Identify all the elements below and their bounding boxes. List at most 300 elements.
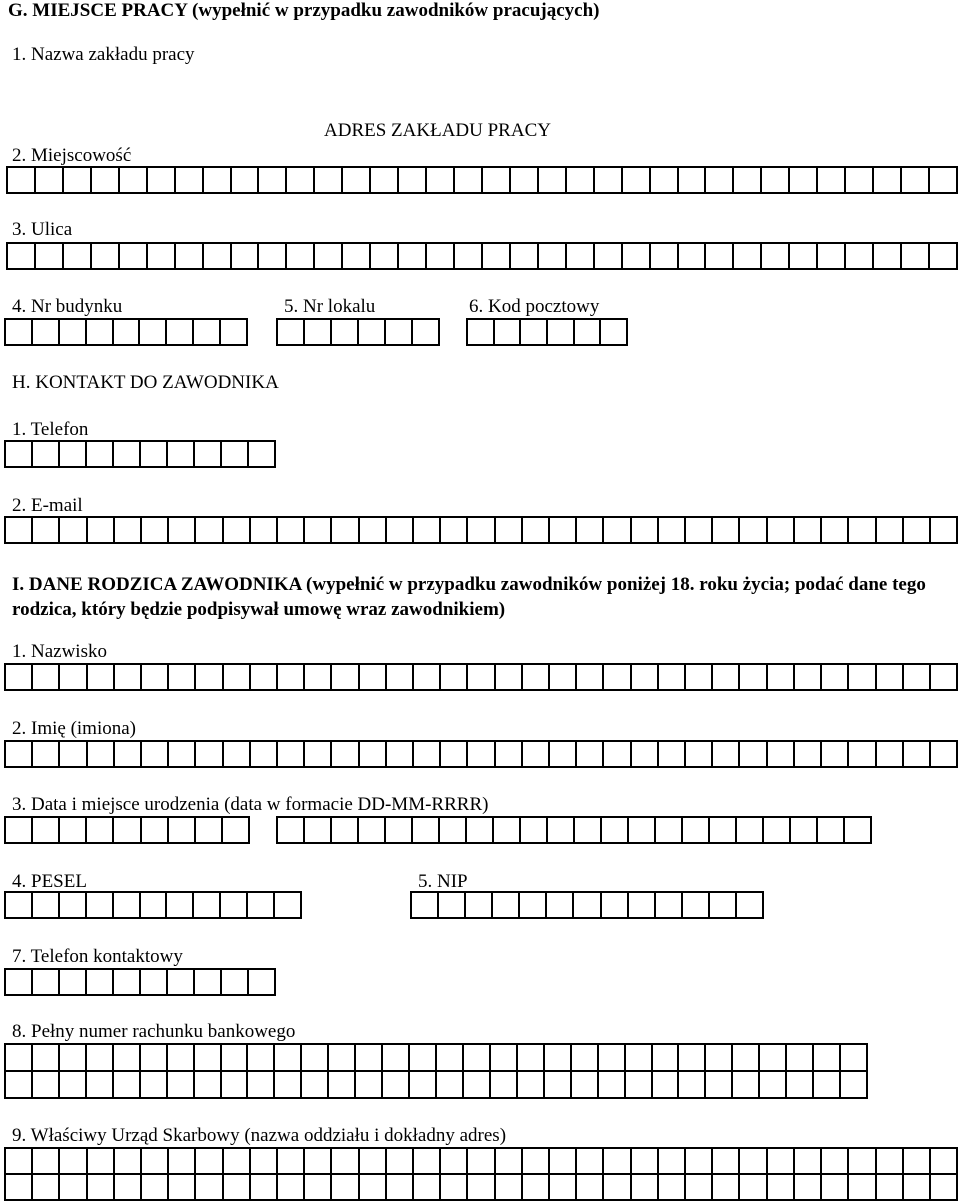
character-box[interactable] — [33, 1072, 60, 1097]
character-box[interactable] — [567, 168, 595, 192]
character-box[interactable] — [734, 168, 762, 192]
character-box[interactable] — [278, 1149, 305, 1173]
character-box[interactable] — [287, 168, 315, 192]
character-box[interactable] — [787, 1072, 814, 1097]
character-box[interactable] — [141, 970, 168, 994]
character-box[interactable] — [87, 1045, 114, 1070]
character-box[interactable] — [222, 1072, 249, 1097]
character-box[interactable] — [36, 244, 64, 268]
character-box[interactable] — [204, 168, 232, 192]
character-box[interactable] — [567, 244, 595, 268]
character-box[interactable] — [332, 742, 359, 766]
character-box[interactable] — [846, 168, 874, 192]
character-box[interactable] — [795, 1175, 822, 1199]
character-box[interactable] — [194, 320, 221, 344]
character-box[interactable] — [740, 518, 767, 542]
character-box[interactable] — [523, 1175, 550, 1199]
character-box[interactable] — [315, 168, 343, 192]
character-box[interactable] — [60, 665, 87, 689]
character-box[interactable] — [360, 742, 387, 766]
character-box[interactable] — [148, 244, 176, 268]
character-box[interactable] — [790, 168, 818, 192]
character-box[interactable] — [930, 244, 956, 268]
character-box[interactable] — [577, 1175, 604, 1199]
character-box[interactable] — [760, 1072, 787, 1097]
character-box[interactable] — [251, 1149, 278, 1173]
character-box[interactable] — [371, 244, 399, 268]
character-box[interactable] — [142, 742, 169, 766]
character-box[interactable] — [841, 1045, 866, 1070]
character-box[interactable] — [686, 1149, 713, 1173]
character-box[interactable] — [302, 1045, 329, 1070]
character-box[interactable] — [114, 442, 141, 466]
character-box[interactable] — [141, 893, 168, 917]
character-box[interactable] — [595, 244, 623, 268]
character-box[interactable] — [196, 1175, 223, 1199]
character-box[interactable] — [604, 518, 631, 542]
character-box[interactable] — [931, 742, 956, 766]
character-box[interactable] — [196, 1149, 223, 1173]
character-box[interactable] — [523, 1149, 550, 1173]
postal-code-field[interactable] — [466, 318, 628, 346]
character-box[interactable] — [140, 320, 167, 344]
character-box[interactable] — [686, 1175, 713, 1199]
character-box[interactable] — [437, 1045, 464, 1070]
character-box[interactable] — [545, 1072, 572, 1097]
character-box[interactable] — [287, 244, 315, 268]
character-box[interactable] — [572, 1045, 599, 1070]
character-box[interactable] — [6, 665, 33, 689]
character-box[interactable] — [877, 1149, 904, 1173]
character-box[interactable] — [795, 518, 822, 542]
character-box[interactable] — [737, 893, 762, 917]
character-box[interactable] — [550, 665, 577, 689]
character-box[interactable] — [332, 320, 359, 344]
character-box[interactable] — [412, 893, 439, 917]
character-box[interactable] — [706, 1072, 733, 1097]
character-box[interactable] — [387, 1175, 414, 1199]
character-box[interactable] — [651, 244, 679, 268]
character-box[interactable] — [768, 742, 795, 766]
character-box[interactable] — [437, 1072, 464, 1097]
character-box[interactable] — [740, 665, 767, 689]
character-box[interactable] — [142, 818, 169, 842]
phone-field[interactable] — [4, 440, 276, 468]
character-box[interactable] — [493, 893, 520, 917]
character-box[interactable] — [343, 244, 371, 268]
character-box[interactable] — [495, 320, 522, 344]
character-box[interactable] — [930, 168, 956, 192]
character-box[interactable] — [791, 818, 818, 842]
character-box[interactable] — [278, 1175, 305, 1199]
character-box[interactable] — [383, 1072, 410, 1097]
character-box[interactable] — [115, 665, 142, 689]
character-box[interactable] — [120, 244, 148, 268]
apartment-no-field[interactable] — [276, 318, 440, 346]
character-box[interactable] — [169, 818, 196, 842]
character-box[interactable] — [790, 244, 818, 268]
character-box[interactable] — [222, 970, 249, 994]
character-box[interactable] — [33, 320, 60, 344]
character-box[interactable] — [115, 742, 142, 766]
character-box[interactable] — [496, 518, 523, 542]
character-box[interactable] — [176, 244, 204, 268]
character-box[interactable] — [232, 244, 260, 268]
character-box[interactable] — [249, 970, 274, 994]
character-box[interactable] — [768, 1175, 795, 1199]
character-box[interactable] — [439, 893, 466, 917]
character-box[interactable] — [623, 168, 651, 192]
character-box[interactable] — [733, 1072, 760, 1097]
character-box[interactable] — [468, 320, 495, 344]
character-box[interactable] — [468, 1149, 495, 1173]
character-box[interactable] — [733, 1045, 760, 1070]
field-line[interactable] — [6, 1175, 956, 1199]
character-box[interactable] — [629, 893, 656, 917]
character-box[interactable] — [60, 1072, 87, 1097]
character-box[interactable] — [167, 320, 194, 344]
character-box[interactable] — [168, 1045, 195, 1070]
character-box[interactable] — [114, 970, 141, 994]
character-box[interactable] — [713, 518, 740, 542]
character-box[interactable] — [142, 1175, 169, 1199]
character-box[interactable] — [713, 665, 740, 689]
character-box[interactable] — [343, 168, 371, 192]
character-box[interactable] — [6, 1149, 33, 1173]
character-box[interactable] — [60, 320, 87, 344]
character-box[interactable] — [632, 518, 659, 542]
character-box[interactable] — [849, 1149, 876, 1173]
character-box[interactable] — [466, 893, 493, 917]
tax-office-field[interactable] — [4, 1147, 958, 1201]
character-box[interactable] — [88, 742, 115, 766]
character-box[interactable] — [814, 1072, 841, 1097]
character-box[interactable] — [329, 1045, 356, 1070]
building-no-field[interactable] — [4, 318, 248, 346]
character-box[interactable] — [818, 168, 846, 192]
character-box[interactable] — [36, 168, 64, 192]
character-box[interactable] — [491, 1072, 518, 1097]
character-box[interactable] — [626, 1045, 653, 1070]
character-box[interactable] — [762, 168, 790, 192]
character-box[interactable] — [359, 818, 386, 842]
character-box[interactable] — [659, 1175, 686, 1199]
character-box[interactable] — [275, 893, 300, 917]
character-box[interactable] — [877, 665, 904, 689]
character-box[interactable] — [632, 1175, 659, 1199]
character-box[interactable] — [491, 1045, 518, 1070]
character-box[interactable] — [814, 1045, 841, 1070]
character-box[interactable] — [787, 1045, 814, 1070]
character-box[interactable] — [659, 1149, 686, 1173]
character-box[interactable] — [410, 1072, 437, 1097]
character-box[interactable] — [577, 1149, 604, 1173]
character-box[interactable] — [248, 1072, 275, 1097]
character-box[interactable] — [904, 665, 931, 689]
character-box[interactable] — [141, 1072, 168, 1097]
character-box[interactable] — [455, 168, 483, 192]
character-box[interactable] — [222, 1045, 249, 1070]
character-box[interactable] — [33, 442, 60, 466]
character-box[interactable] — [399, 168, 427, 192]
pesel-field[interactable] — [4, 891, 302, 919]
character-box[interactable] — [359, 320, 386, 344]
character-box[interactable] — [818, 244, 846, 268]
character-box[interactable] — [683, 893, 710, 917]
character-box[interactable] — [87, 970, 114, 994]
character-box[interactable] — [795, 1149, 822, 1173]
character-box[interactable] — [332, 1175, 359, 1199]
character-box[interactable] — [114, 1072, 141, 1097]
character-box[interactable] — [599, 1045, 626, 1070]
character-box[interactable] — [734, 244, 762, 268]
character-box[interactable] — [6, 320, 33, 344]
character-box[interactable] — [483, 244, 511, 268]
character-box[interactable] — [822, 665, 849, 689]
character-box[interactable] — [114, 893, 141, 917]
character-box[interactable] — [148, 168, 176, 192]
character-box[interactable] — [196, 665, 223, 689]
character-box[interactable] — [221, 893, 248, 917]
character-box[interactable] — [468, 665, 495, 689]
character-box[interactable] — [706, 168, 734, 192]
character-box[interactable] — [60, 1045, 87, 1070]
character-box[interactable] — [169, 518, 196, 542]
character-box[interactable] — [849, 1175, 876, 1199]
character-box[interactable] — [64, 244, 92, 268]
character-box[interactable] — [679, 168, 707, 192]
character-box[interactable] — [356, 1072, 383, 1097]
character-box[interactable] — [332, 818, 359, 842]
character-box[interactable] — [760, 1045, 787, 1070]
character-box[interactable] — [762, 244, 790, 268]
character-box[interactable] — [33, 665, 60, 689]
character-box[interactable] — [931, 1149, 956, 1173]
character-box[interactable] — [87, 1072, 114, 1097]
character-box[interactable] — [768, 1149, 795, 1173]
character-box[interactable] — [414, 1149, 441, 1173]
character-box[interactable] — [904, 742, 931, 766]
character-box[interactable] — [387, 742, 414, 766]
character-box[interactable] — [399, 244, 427, 268]
character-box[interactable] — [278, 665, 305, 689]
character-box[interactable] — [464, 1045, 491, 1070]
character-box[interactable] — [710, 818, 737, 842]
character-box[interactable] — [877, 518, 904, 542]
character-box[interactable] — [595, 168, 623, 192]
character-box[interactable] — [679, 1072, 706, 1097]
character-box[interactable] — [305, 742, 332, 766]
character-box[interactable] — [468, 1175, 495, 1199]
character-box[interactable] — [232, 168, 260, 192]
character-box[interactable] — [33, 742, 60, 766]
character-box[interactable] — [8, 244, 36, 268]
field-line[interactable] — [6, 1045, 866, 1072]
character-box[interactable] — [659, 665, 686, 689]
character-box[interactable] — [877, 742, 904, 766]
field-line[interactable] — [6, 1072, 866, 1097]
character-box[interactable] — [275, 1045, 302, 1070]
character-box[interactable] — [120, 168, 148, 192]
birth-place-field[interactable] — [276, 816, 872, 844]
character-box[interactable] — [305, 1175, 332, 1199]
character-box[interactable] — [88, 1175, 115, 1199]
character-box[interactable] — [550, 742, 577, 766]
character-box[interactable] — [577, 518, 604, 542]
character-box[interactable] — [115, 1175, 142, 1199]
character-box[interactable] — [413, 818, 440, 842]
character-box[interactable] — [931, 518, 956, 542]
character-box[interactable] — [550, 518, 577, 542]
character-box[interactable] — [194, 893, 221, 917]
character-box[interactable] — [60, 970, 87, 994]
character-box[interactable] — [822, 1149, 849, 1173]
surname-field[interactable] — [4, 663, 958, 691]
character-box[interactable] — [441, 1149, 468, 1173]
character-box[interactable] — [496, 1175, 523, 1199]
character-box[interactable] — [441, 518, 468, 542]
character-box[interactable] — [251, 665, 278, 689]
character-box[interactable] — [768, 518, 795, 542]
character-box[interactable] — [224, 1149, 251, 1173]
character-box[interactable] — [33, 518, 60, 542]
character-box[interactable] — [764, 818, 791, 842]
character-box[interactable] — [904, 1175, 931, 1199]
email-field[interactable] — [4, 516, 958, 544]
character-box[interactable] — [686, 665, 713, 689]
character-box[interactable] — [278, 518, 305, 542]
character-box[interactable] — [371, 168, 399, 192]
character-box[interactable] — [278, 320, 305, 344]
character-box[interactable] — [6, 970, 33, 994]
character-box[interactable] — [224, 518, 251, 542]
character-box[interactable] — [115, 1149, 142, 1173]
character-box[interactable] — [87, 893, 114, 917]
character-box[interactable] — [849, 742, 876, 766]
character-box[interactable] — [659, 742, 686, 766]
character-box[interactable] — [114, 1045, 141, 1070]
character-box[interactable] — [305, 320, 332, 344]
character-box[interactable] — [195, 1072, 222, 1097]
character-box[interactable] — [523, 518, 550, 542]
character-box[interactable] — [142, 665, 169, 689]
character-box[interactable] — [224, 1175, 251, 1199]
field-line[interactable] — [6, 1149, 956, 1175]
street-field[interactable] — [6, 242, 958, 270]
character-box[interactable] — [845, 818, 870, 842]
character-box[interactable] — [387, 518, 414, 542]
character-box[interactable] — [87, 442, 114, 466]
character-box[interactable] — [521, 818, 548, 842]
character-box[interactable] — [33, 893, 60, 917]
character-box[interactable] — [574, 893, 601, 917]
character-box[interactable] — [204, 244, 232, 268]
character-box[interactable] — [60, 518, 87, 542]
character-box[interactable] — [195, 1045, 222, 1070]
character-box[interactable] — [387, 1149, 414, 1173]
character-box[interactable] — [360, 665, 387, 689]
character-box[interactable] — [548, 320, 575, 344]
character-box[interactable] — [632, 665, 659, 689]
character-box[interactable] — [768, 665, 795, 689]
character-box[interactable] — [511, 244, 539, 268]
character-box[interactable] — [874, 244, 902, 268]
character-box[interactable] — [713, 1175, 740, 1199]
character-box[interactable] — [651, 168, 679, 192]
character-box[interactable] — [248, 1045, 275, 1070]
character-box[interactable] — [441, 1175, 468, 1199]
character-box[interactable] — [518, 1045, 545, 1070]
character-box[interactable] — [259, 168, 287, 192]
character-box[interactable] — [195, 442, 222, 466]
character-box[interactable] — [632, 742, 659, 766]
character-box[interactable] — [169, 1175, 196, 1199]
character-box[interactable] — [302, 1072, 329, 1097]
character-box[interactable] — [548, 818, 575, 842]
character-box[interactable] — [679, 1045, 706, 1070]
contact-phone-field[interactable] — [4, 968, 276, 996]
character-box[interactable] — [494, 818, 521, 842]
character-box[interactable] — [142, 518, 169, 542]
character-box[interactable] — [822, 1175, 849, 1199]
character-box[interactable] — [114, 320, 141, 344]
character-box[interactable] — [169, 1149, 196, 1173]
character-box[interactable] — [387, 665, 414, 689]
character-box[interactable] — [604, 665, 631, 689]
character-box[interactable] — [550, 1175, 577, 1199]
character-box[interactable] — [88, 1149, 115, 1173]
character-box[interactable] — [92, 244, 120, 268]
character-box[interactable] — [441, 742, 468, 766]
character-box[interactable] — [496, 1149, 523, 1173]
character-box[interactable] — [601, 320, 626, 344]
character-box[interactable] — [88, 665, 115, 689]
character-box[interactable] — [740, 1149, 767, 1173]
character-box[interactable] — [706, 1045, 733, 1070]
character-box[interactable] — [383, 1045, 410, 1070]
character-box[interactable] — [141, 1045, 168, 1070]
character-box[interactable] — [602, 818, 629, 842]
character-box[interactable] — [6, 1072, 33, 1097]
character-box[interactable] — [251, 742, 278, 766]
character-box[interactable] — [332, 665, 359, 689]
character-box[interactable] — [795, 665, 822, 689]
character-box[interactable] — [686, 742, 713, 766]
character-box[interactable] — [545, 1045, 572, 1070]
character-box[interactable] — [92, 168, 120, 192]
character-box[interactable] — [329, 1072, 356, 1097]
character-box[interactable] — [167, 893, 194, 917]
character-box[interactable] — [413, 320, 438, 344]
character-box[interactable] — [496, 742, 523, 766]
character-box[interactable] — [6, 1045, 33, 1070]
character-box[interactable] — [740, 742, 767, 766]
character-box[interactable] — [259, 244, 287, 268]
character-box[interactable] — [467, 818, 494, 842]
character-box[interactable] — [795, 742, 822, 766]
character-box[interactable] — [740, 1175, 767, 1199]
character-box[interactable] — [931, 1175, 956, 1199]
character-box[interactable] — [575, 818, 602, 842]
birth-date-field[interactable] — [4, 816, 250, 844]
character-box[interactable] — [305, 518, 332, 542]
character-box[interactable] — [386, 320, 413, 344]
character-box[interactable] — [332, 1149, 359, 1173]
character-box[interactable] — [6, 818, 33, 842]
character-box[interactable] — [547, 893, 574, 917]
character-box[interactable] — [6, 893, 33, 917]
character-box[interactable] — [849, 665, 876, 689]
